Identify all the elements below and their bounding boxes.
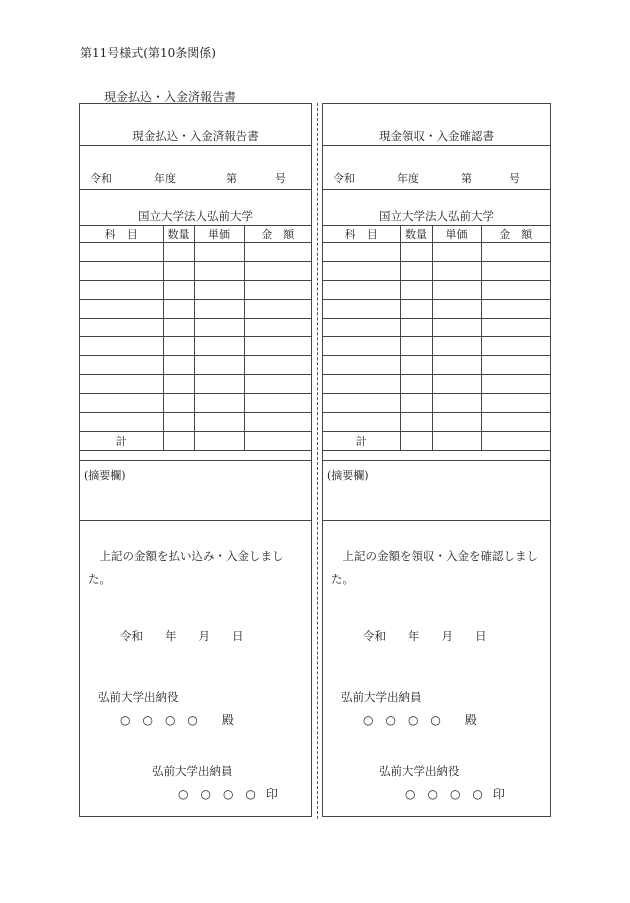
table-row[interactable] [323, 337, 550, 356]
seal-mark[interactable]: 印 [265, 787, 278, 801]
statement-text: 上記の金額を払い込み・入金しました。 [88, 549, 284, 586]
sender-name-line [178, 785, 278, 802]
statement-text: 上記の金額を領収・入金を確認しました。 [331, 549, 538, 586]
memo-label: (摘要欄) [327, 469, 369, 482]
date-day: 日 [232, 629, 244, 643]
table-row[interactable] [323, 356, 550, 375]
date-year: 年 [408, 629, 420, 643]
memo-field[interactable] [323, 460, 550, 521]
confirmation-section [323, 521, 550, 816]
column-header-quantity: 数量 [163, 226, 194, 243]
receipt-confirmation-panel [322, 103, 551, 817]
table-row[interactable] [80, 413, 311, 432]
table-row[interactable] [323, 394, 550, 413]
document-title: 現金払込・入金済報告書 [104, 90, 237, 104]
table-row[interactable] [80, 243, 311, 262]
table-row[interactable] [323, 413, 550, 432]
date-month: 月 [198, 629, 210, 643]
table-row[interactable] [323, 375, 550, 394]
sender-title: 弘前大学出納員 [152, 764, 233, 778]
date-era: 令和 [363, 629, 386, 643]
memo-label: (摘要欄) [84, 469, 126, 482]
recipient-name-circles: ○ ○ ○ ○ [363, 713, 441, 727]
items-table [323, 225, 550, 451]
column-header-quantity: 数量 [400, 226, 432, 243]
fiscal-year-field[interactable]: 年度 [397, 172, 419, 185]
memo-field[interactable] [80, 460, 311, 521]
table-row[interactable] [80, 375, 311, 394]
recipient-name-circles: ○ ○ ○ ○ [120, 713, 198, 727]
sender-title: 弘前大学出納役 [379, 764, 460, 778]
column-header-amount: 金 額 [481, 226, 550, 243]
column-header-unit-price: 単価 [432, 226, 481, 243]
table-row[interactable] [323, 318, 550, 337]
seal-mark[interactable]: 印 [492, 787, 505, 801]
total-row[interactable] [80, 431, 311, 450]
fiscal-year-row [80, 146, 311, 190]
column-header-subject: 科 目 [323, 226, 400, 243]
recipient-name-line [363, 711, 477, 728]
perforation-line [317, 103, 318, 819]
table-row[interactable] [80, 394, 311, 413]
table-row[interactable] [80, 261, 311, 280]
era-label: 令和 [90, 172, 112, 185]
honorific: 殿 [464, 713, 477, 727]
payment-report-panel [79, 103, 312, 817]
sender-name-line [405, 785, 505, 802]
date-line[interactable] [120, 628, 244, 644]
items-table [80, 225, 311, 451]
recipient-name-line [120, 711, 234, 728]
panel-title: 現金領収・入金確認書 [323, 104, 550, 146]
table-row[interactable] [80, 280, 311, 299]
date-line[interactable] [363, 628, 487, 644]
date-month: 月 [441, 629, 453, 643]
column-header-subject: 科 目 [80, 226, 163, 243]
fiscal-year-field[interactable]: 年度 [154, 172, 176, 185]
confirmation-section [80, 521, 311, 816]
university-name: 国立大学法人弘前大学 [138, 209, 253, 223]
sender-name-circles: ○ ○ ○ ○ [178, 787, 256, 801]
era-label: 令和 [333, 172, 355, 185]
honorific: 殿 [221, 713, 234, 727]
date-year: 年 [165, 629, 177, 643]
column-header-unit-price: 単価 [194, 226, 244, 243]
form-number: 第11号様式(第10条関係) [80, 46, 216, 60]
fiscal-year-row [323, 146, 550, 190]
table-row[interactable] [80, 356, 311, 375]
table-row[interactable] [323, 280, 550, 299]
date-day: 日 [475, 629, 487, 643]
table-row[interactable] [323, 243, 550, 262]
table-row[interactable] [323, 299, 550, 318]
total-label: 計 [80, 431, 163, 450]
column-header-amount: 金 額 [244, 226, 311, 243]
date-era: 令和 [120, 629, 143, 643]
number-suffix: 号 [509, 172, 520, 185]
total-row[interactable] [323, 431, 550, 450]
table-row[interactable] [80, 337, 311, 356]
total-label: 計 [323, 431, 400, 450]
table-row[interactable] [80, 318, 311, 337]
sender-name-circles: ○ ○ ○ ○ [405, 787, 483, 801]
panel-title: 現金払込・入金済報告書 [80, 104, 311, 146]
recipient-title: 弘前大学出納員 [341, 690, 422, 704]
university-name: 国立大学法人弘前大学 [379, 209, 494, 223]
table-row[interactable] [323, 261, 550, 280]
number-prefix: 第 [461, 172, 472, 185]
number-suffix: 号 [275, 172, 286, 185]
number-prefix: 第 [226, 172, 237, 185]
table-row[interactable] [80, 299, 311, 318]
recipient-title: 弘前大学出納役 [98, 690, 179, 704]
